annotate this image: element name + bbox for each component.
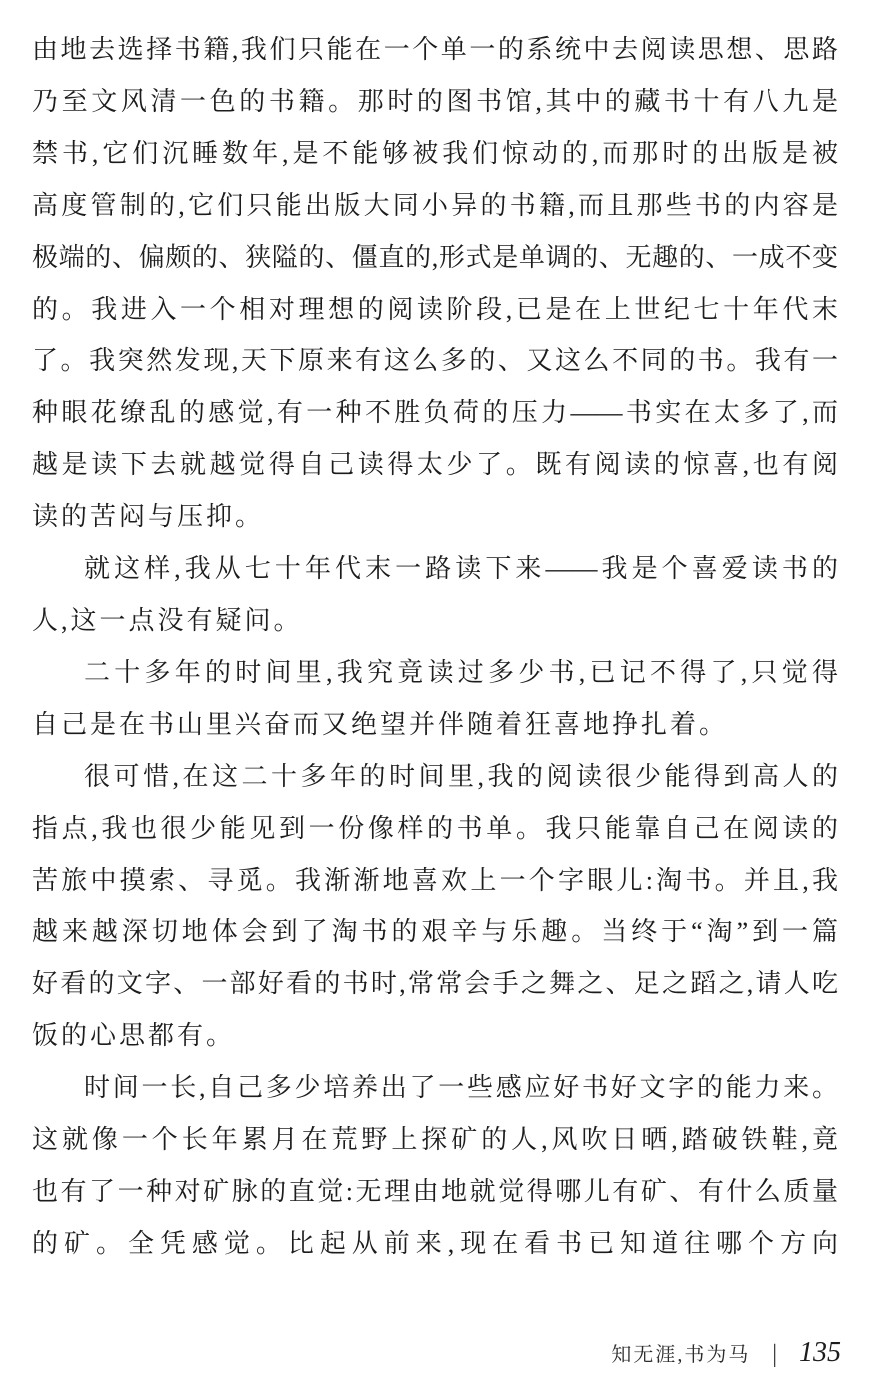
page-number: 135 <box>799 1337 841 1368</box>
text-line: 时间一长,自己多少培养出了一些感应好书好文字的能力来。 <box>84 1073 838 1103</box>
text-line: 高度管制的,它们只能出版大同小异的书籍,而且那些书的内容是 <box>32 190 838 220</box>
text-line: 的。我进入一个相对理想的阅读阶段,已是在上世纪七十年代末 <box>32 294 838 324</box>
text-line: 也有了一种对矿脉的直觉:无理由地就觉得哪儿有矿、有什么质量 <box>32 1176 838 1206</box>
text-line: 越来越深切地体会到了淘书的艰辛与乐趣。当终于“淘”到一篇 <box>32 917 838 947</box>
text-line: 乃至文风清一色的书籍。那时的图书馆,其中的藏书十有八九是 <box>32 86 838 116</box>
page-footer <box>611 1337 841 1369</box>
running-title: 知无涯,书为马 <box>611 1344 751 1366</box>
text-line: 好看的文字、一部好看的书时,常常会手之舞之、足之蹈之,请人吃 <box>32 969 838 999</box>
text-line: 这就像一个长年累月在荒野上探矿的人,风吹日晒,踏破铁鞋,竟 <box>32 1125 838 1155</box>
text-line: 饭的心思都有。 <box>32 1021 236 1051</box>
footer-separator-bar: | <box>772 1339 777 1368</box>
text-line: 很可惜,在这二十多年的时间里,我的阅读很少能得到高人的 <box>84 761 838 791</box>
text-line: 极端的、偏颇的、狭隘的、僵直的,形式是单调的、无趣的、一成不变 <box>32 242 838 272</box>
text-line: 了。我突然发现,天下原来有这么多的、又这么不同的书。我有一 <box>32 346 838 376</box>
text-line: 禁书,它们沉睡数年,是不能够被我们惊动的,而那时的出版是被 <box>32 138 838 168</box>
text-line: 种眼花缭乱的感觉,有一种不胜负荷的压力——书实在太多了,而 <box>32 398 838 428</box>
text-line: 的矿。全凭感觉。比起从前来,现在看书已知道往哪个方向 <box>32 1228 838 1258</box>
text-line: 由地去选择书籍,我们只能在一个单一的系统中去阅读思想、思路 <box>32 35 838 64</box>
text-line: 苦旅中摸索、寻觅。我渐渐地喜欢上一个字眼儿:淘书。并且,我 <box>32 865 838 895</box>
text-line: 读的苦闷与压抑。 <box>32 502 265 532</box>
text-line: 二十多年的时间里,我究竟读过多少书,已记不得了,只觉得 <box>84 657 838 687</box>
text-line: 越是读下去就越觉得自己读得太少了。既有阅读的惊喜,也有阅 <box>32 450 838 480</box>
text-line: 自己是在书山里兴奋而又绝望并伴随着狂喜地挣扎着。 <box>32 709 729 739</box>
text-line: 就这样,我从七十年代末一路读下来——我是个喜爱读书的 <box>84 554 838 584</box>
text-line: 人,这一点没有疑问。 <box>32 605 303 635</box>
text-line: 指点,我也很少能见到一份像样的书单。我只能靠自己在阅读的 <box>32 813 838 843</box>
body-text <box>32 24 838 1270</box>
